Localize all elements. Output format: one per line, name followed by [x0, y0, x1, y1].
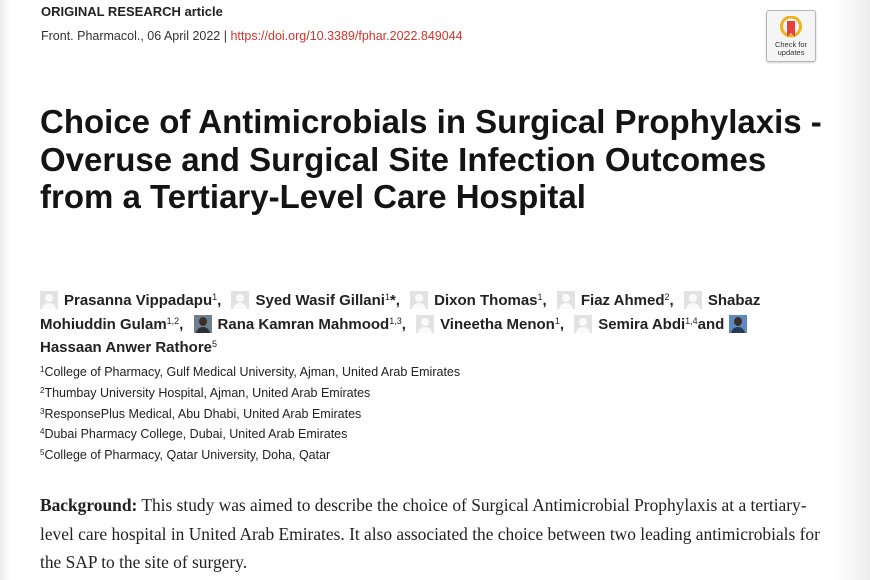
- affiliation-number: 4: [40, 427, 45, 437]
- abstract-label: Background:: [40, 495, 138, 515]
- article-type-label: ORIGINAL RESEARCH article: [41, 4, 223, 19]
- author-affil-sup: 5: [212, 339, 218, 349]
- author-photo: [194, 315, 212, 333]
- affiliation-text: Thumbay University Hospital, Ajman, United Arab Emirates: [44, 385, 371, 400]
- abstract-text: This study was aimed to describe the choice of Surgical Antimicrobial Prophylaxis at a tertiary-level care hospital in United Arab Emirates. It also associated the choice between two leading antimicrobials for the SAP to the site of surgery.: [40, 495, 820, 572]
- author-affil-sup: 1,3: [389, 315, 402, 326]
- author-avatar: [40, 291, 58, 309]
- affiliation-item: [40, 362, 460, 383]
- author-suffix: ,: [559, 315, 565, 333]
- author-name[interactable]: Syed Wasif Gillani: [255, 292, 385, 309]
- author-avatar: [557, 291, 575, 309]
- affiliation-item: [40, 445, 460, 466]
- doi-link[interactable]: https://doi.org/10.3389/fphar.2022.849044: [230, 29, 463, 43]
- check-for-updates-button[interactable]: [766, 10, 816, 62]
- author-avatar: [410, 291, 428, 309]
- affiliation-item: [40, 383, 460, 404]
- author-name[interactable]: Dixon Thomas: [434, 292, 538, 309]
- affiliation-number: 1: [40, 365, 45, 374]
- author-name[interactable]: Fiaz Ahmed: [580, 292, 665, 309]
- affiliation-number: 3: [40, 406, 45, 416]
- author-avatar: [231, 291, 249, 309]
- author-name[interactable]: Vineetha Menon: [440, 315, 555, 333]
- author-name[interactable]: Rana Kamran Mahmood: [217, 315, 390, 333]
- author-affil-sup: 1: [554, 315, 560, 326]
- abstract-background: [40, 491, 840, 577]
- author-affil-sup: 1,2: [166, 315, 180, 326]
- left-edge-shadow: [0, 0, 10, 580]
- author-list: [40, 289, 800, 360]
- author-affil-sup: 1: [212, 292, 218, 302]
- author-name[interactable]: Hassaan Anwer Rathore: [40, 339, 213, 356]
- author-suffix: ,: [542, 292, 547, 309]
- affiliation-text: College of Pharmacy, Qatar University, Doha, Qatar: [44, 448, 331, 463]
- author-avatar: [416, 315, 434, 333]
- author-suffix: ,: [217, 292, 222, 309]
- author-avatar: [684, 291, 702, 309]
- author-name[interactable]: Semira Abdi: [598, 315, 686, 333]
- check-updates-line2: updates: [777, 48, 805, 57]
- author-name[interactable]: Shabaz Mohiuddin Gulam: [40, 292, 761, 333]
- author-affil-sup: 1: [537, 292, 543, 302]
- journal-date: Front. Pharmacol., 06 April 2022: [41, 29, 221, 43]
- right-edge-shadow: [836, 0, 870, 580]
- affiliation-number: 5: [40, 448, 45, 458]
- author-name[interactable]: Prasanna Vippadapu: [64, 292, 213, 309]
- affiliation-text: ResponsePlus Medical, Abu Dhabi, United Arab Emirates: [44, 406, 362, 421]
- affiliation-item: [40, 424, 460, 445]
- author-affil-sup: 1: [384, 292, 390, 302]
- author-affil-sup: 1,4: [685, 315, 698, 326]
- author-suffix: and: [697, 315, 725, 333]
- affiliation-text: College of Pharmacy, Gulf Medical University, Ajman, United Arab Emirates: [44, 365, 461, 379]
- author-affil-sup: 2: [664, 292, 670, 302]
- author-suffix: ,: [669, 292, 674, 309]
- crossmark-icon: [780, 16, 802, 40]
- affiliation-number: 2: [40, 385, 45, 395]
- affiliation-text: Dubai Pharmacy College, Dubai, United Arab Emirates: [44, 427, 348, 442]
- affiliation-list: [40, 362, 460, 466]
- meta-separator: |: [223, 29, 227, 43]
- author-suffix: *,: [389, 292, 400, 309]
- author-avatar: [574, 315, 592, 333]
- author-suffix: ,: [401, 315, 406, 333]
- author-photo: [729, 315, 747, 333]
- affiliation-item: [40, 404, 460, 425]
- article-title: Choice of Antimicrobials in Surgical Prophylaxis - Overuse and Surgical Site Infection Outcomes from a Tertiary-Level Care Hospital: [40, 103, 822, 215]
- citation-line: [41, 29, 463, 43]
- author-suffix: ,: [179, 315, 184, 333]
- check-updates-line1: Check for: [774, 40, 808, 49]
